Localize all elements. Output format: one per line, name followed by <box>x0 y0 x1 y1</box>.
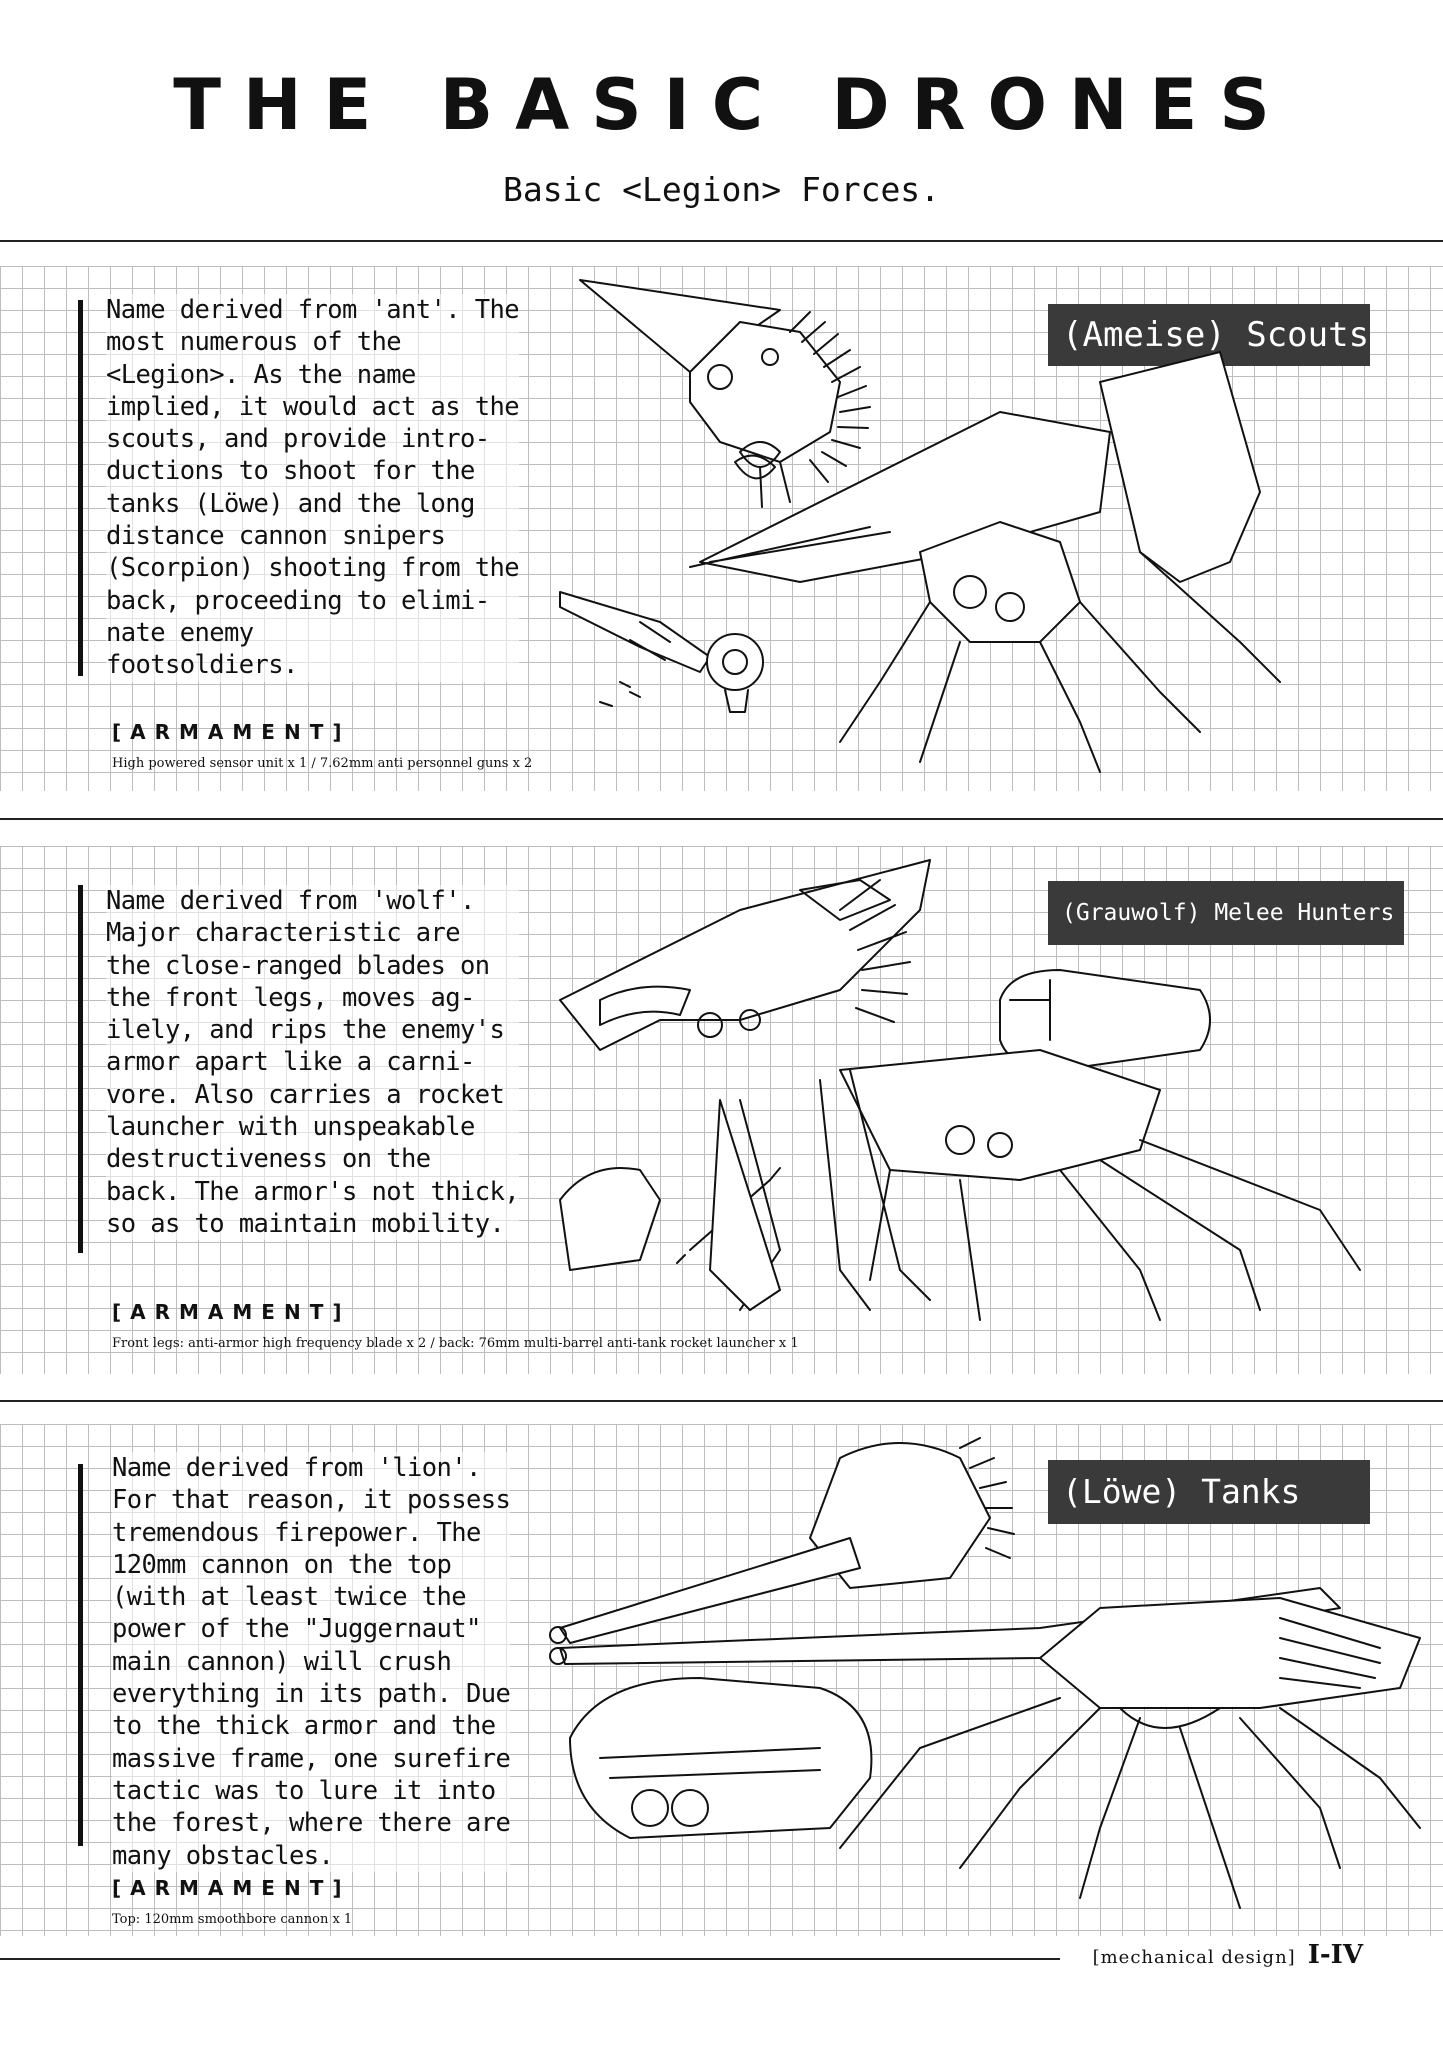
section-top-rule <box>0 240 1443 242</box>
page-title: THE BASIC DRONES <box>173 64 1292 146</box>
section-description: Name derived from 'ant'. The most numerous of the <Legion>. As the name implied, it would act as the scouts, and provide intro- ductions to shoot for the tanks (Löwe) and the long distance cannon snipers (Scorpion) shooting from the back, proceeding to elimi- nate enemy footsoldiers. <box>106 295 520 681</box>
section-description: Name derived from 'lion'. For that reason, it possess tremendous firepower. The 120mm cannon on the top (with at least twice the power of the "Juggernaut" main cannon) will crush everything in its path. Due to the thick armor and the massive frame, one surefire tactic was to lure it into the forest, where there are many obstacles. <box>112 1453 511 1871</box>
grauwolf-sketch <box>540 850 1420 1350</box>
footer-text: [mechanical design] <box>1092 1947 1296 1968</box>
quote-bar <box>78 300 83 676</box>
page-number: I-IV <box>1307 1940 1363 1970</box>
loewe-sketch <box>540 1428 1430 1928</box>
ameise-sketch <box>540 262 1430 792</box>
armament-heading: [ARMAMENT] <box>112 720 351 744</box>
section-tag: (Löwe) Tanks <box>1048 1460 1370 1524</box>
section-description: Name derived from 'wolf'. Major characteristic are the close-ranged blades on the front legs, moves ag- ilely, and rips the enemy's armor apart like a carni- vore. Also carries a rocket launcher with unspeakable destructiveness on the back. The armor's not thick, so as to maintain mobility. <box>106 886 520 1239</box>
quote-bar <box>78 1464 83 1846</box>
armament-heading: [ARMAMENT] <box>112 1876 351 1900</box>
section-tag: (Grauwolf) Melee Hunters <box>1048 881 1404 945</box>
footer-rule <box>0 1958 1060 1960</box>
page-footer <box>1093 1940 1363 1970</box>
section-divider <box>0 818 1443 820</box>
page-subtitle: Basic <Legion> Forces. <box>502 170 941 209</box>
armament-text: Top: 120mm smoothbore cannon x 1 <box>112 1912 353 1927</box>
section-tag: (Ameise) Scouts <box>1048 304 1370 366</box>
section-divider <box>0 1400 1443 1402</box>
armament-heading: [ARMAMENT] <box>112 1300 351 1324</box>
quote-bar <box>78 885 83 1253</box>
armament-text: High powered sensor unit x 1 / 7.62mm anti personnel guns x 2 <box>112 756 533 771</box>
armament-text: Front legs: anti-armor high frequency blade x 2 / back: 76mm multi-barrel anti-tank rocket launcher x 1 <box>112 1336 799 1351</box>
